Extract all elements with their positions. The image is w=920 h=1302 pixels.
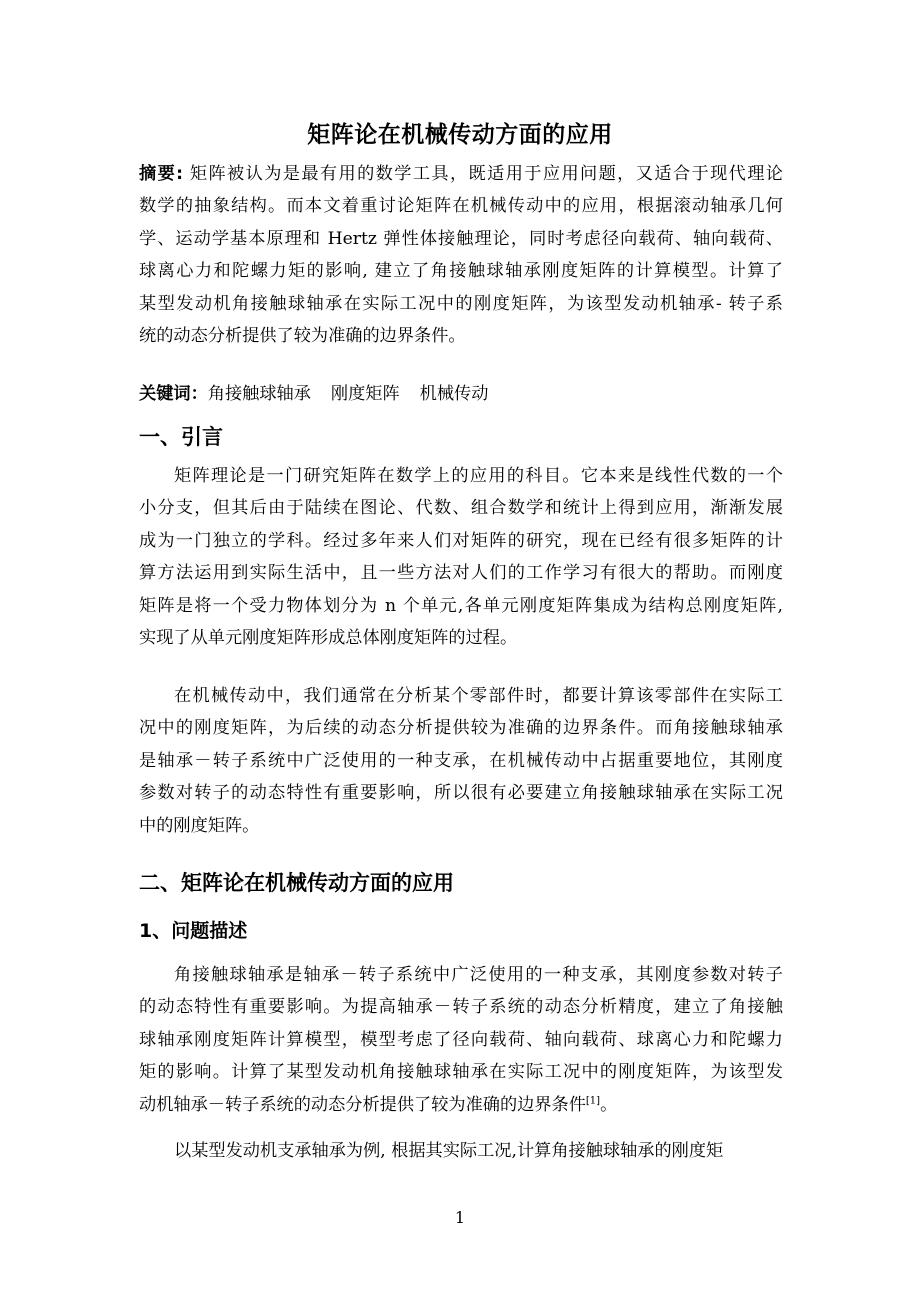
abstract-label: 摘要: — [139, 164, 184, 184]
keywords-line — [139, 379, 488, 409]
abstract-line: 某型发动机角接触球轴承在实际工况中的刚度矩阵，为该型发动机轴承- 转子系 — [139, 293, 783, 314]
paragraph-line: 矩阵是将一个受力物体划分为 n 个单元,各单元刚度矩阵集成为结构总刚度矩阵, — [139, 595, 783, 616]
paragraph-line: 小分支，但其后由于陆续在图论、代数、组合数学和统计上得到应用，渐渐发展 — [139, 498, 783, 519]
keyword-item: 刚度矩阵 — [330, 384, 400, 404]
paragraph-line: 矩阵理论是一门研究矩阵在数学上的应用的科目。它本来是线性代数的一个 — [174, 466, 783, 486]
paragraph-line: 球轴承刚度矩阵计算模型，模型考虑了径向载荷、轴向载荷、球离心力和陀螺力 — [139, 1029, 783, 1050]
abstract-line: 摘要: 矩阵被认为是最有用的数学工具，既适用于应用问题，又适合于现代理论 — [139, 164, 783, 184]
paragraph-line: 算方法运用到实际生活中，且一些方法对人们的工作学习有很大的帮助。而刚度 — [139, 563, 783, 584]
citation-reference[interactable]: [1] — [585, 1094, 601, 1106]
keyword-item: 机械传动 — [419, 384, 489, 404]
abstract-line: 球离心力和陀螺力矩的影响, 建立了角接触球轴承刚度矩阵的计算模型。计算了 — [139, 261, 783, 282]
abstract-line: 统的动态分析提供了较为准确的边界条件。 — [139, 326, 466, 347]
abstract-paragraph — [139, 158, 783, 352]
paragraph-line: 参数对转子的动态特性有重要影响，所以很有必要建立角接触球轴承在实际工况 — [139, 783, 783, 804]
paragraph-line: 中的刚度矩阵。 — [139, 815, 260, 836]
intro-paragraph-2 — [139, 680, 783, 842]
paragraph-line: 动机轴承－转子系统的动态分析提供了较为准确的边界条件[1]。 — [139, 1094, 618, 1115]
paragraph-line: 以某型发动机支承轴承为例, 根据其实际工况,计算角接触球轴承的刚度矩 — [174, 1141, 724, 1161]
abstract-line: 学、运动学基本原理和 Hertz 弹性体接触理论，同时考虑径向载荷、轴向载荷、 — [139, 228, 783, 249]
problem-paragraph-1 — [139, 959, 783, 1121]
paragraph-line: 在机械传动中，我们通常在分析某个零部件时，都要计算该零部件在实际工 — [174, 686, 783, 706]
paragraph-line: 角接触球轴承是轴承－转子系统中广泛使用的一种支承，其刚度参数对转子 — [174, 965, 783, 985]
paragraph-line: 矩的影响。计算了某型发动机角接触球轴承在实际工况中的刚度矩阵，为该型发 — [139, 1062, 783, 1083]
paragraph-line: 实现了从单元刚度矩阵形成总体刚度矩阵的过程。 — [139, 628, 518, 649]
keyword-item: 角接触球轴承 — [207, 384, 311, 404]
paragraph-line: 况中的刚度矩阵，为后续的动态分析提供较为准确的边界条件。而角接触球轴承 — [139, 718, 783, 739]
paragraph-line: 成为一门独立的学科。经过多年来人们对矩阵的研究，现在已经有很多矩阵的计 — [139, 530, 783, 551]
section-heading-intro: 一、引言 — [139, 425, 223, 449]
subsection-heading-problem: 1、问题描述 — [139, 920, 248, 942]
keywords-label: 关键词： — [139, 384, 208, 404]
problem-paragraph-2 — [139, 1135, 783, 1167]
paragraph-line: 的动态特性有重要影响。为提高轴承－转子系统的动态分析精度，建立了角接触 — [139, 997, 783, 1018]
page-title: 矩阵论在机械传动方面的应用 — [307, 122, 613, 148]
section-heading-application: 二、矩阵论在机械传动方面的应用 — [139, 871, 454, 895]
abstract-line: 数学的抽象结构。而本文着重讨论矩阵在机械传动中的应用，根据滚动轴承几何 — [139, 196, 783, 217]
page-number: 1 — [454, 1208, 466, 1227]
intro-paragraph-1 — [139, 460, 783, 654]
paragraph-line: 是轴承－转子系统中广泛使用的一种支承，在机械传动中占据重要地位，其刚度 — [139, 750, 783, 771]
